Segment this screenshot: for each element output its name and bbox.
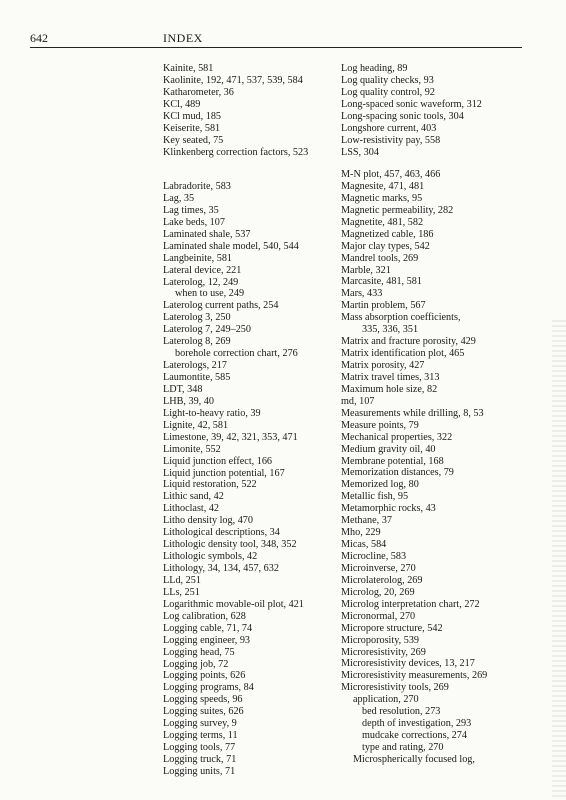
page-header [30,31,520,47]
index-entry: Micas, 584 [341,539,387,551]
index-entry: KCl mud, 185 [163,110,222,122]
index-entry: Microlog interpretation chart, 272 [341,598,480,610]
index-entry: application, 270 [353,694,419,706]
index-entry: Logging units, 71 [163,765,236,777]
index-entry: Matrix porosity, 427 [341,360,425,371]
index-entry: Logarithmic movable-oil plot, 421 [163,598,304,610]
index-entry: Micropore structure, 542 [341,622,443,634]
index-entry: Medium gravity oil, 40 [341,443,436,455]
index-entry: Log calibration, 628 [163,610,246,622]
index-entry: Long-spacing sonic tools, 304 [341,110,464,122]
index-entry: Mars, 433 [341,288,383,300]
index-entry: Liquid restoration, 522 [163,479,257,491]
index-entry: Laterolog 8, 269 [163,336,231,348]
header-rule [30,47,522,48]
index-entry: Membrane potential, 168 [341,455,444,467]
index-entry: Measure points, 79 [341,419,419,431]
index-entry: Logging programs, 84 [163,682,254,694]
index-entry: Lithologic density tool, 348, 352 [163,539,297,551]
left-top-group [163,63,363,159]
index-entry: Lithologic symbols, 42 [163,551,258,563]
index-entry: Key seated, 75 [163,134,224,146]
index-entry: LHB, 39, 40 [163,395,214,407]
index-entry: bed resolution, 273 [362,706,441,718]
index-entry: LSS, 304 [341,146,379,158]
index-entry: LLs, 251 [163,586,200,598]
index-entry: Limestone, 39, 42, 321, 353, 471 [163,431,298,443]
index-entry: Langbeinite, 581 [163,252,233,264]
index-entry: Microspherically focused log, [353,753,475,765]
index-entry: Log quality control, 92 [341,86,435,98]
index-entry: Magnesite, 471, 481 [341,180,425,192]
scan-edge-shadow [552,320,566,800]
index-entry: Marcasite, 481, 581 [341,276,422,288]
index-entry: M-N plot, 457, 463, 466 [341,169,441,180]
index-entry: Lateral device, 221 [163,264,242,276]
running-title: INDEX [163,31,203,45]
index-entry: Microporosity, 539 [341,634,420,646]
index-entry: Magnetic permeability, 282 [341,204,454,216]
index-entry: Keiserite, 581 [163,122,221,134]
index-entry: Laumontite, 585 [163,372,231,383]
index-entry: Logging engineer, 93 [163,634,251,646]
index-entry: Logging job, 72 [163,658,229,670]
index-entry: Low-resistivity pay, 558 [341,134,441,146]
index-entry: Laminated shale model, 540, 544 [163,240,299,252]
index-entry: Logging truck, 71 [163,754,237,765]
index-entry: Laminated shale, 537 [163,228,251,240]
right-bottom-group [341,169,541,766]
index-entry: Microinverse, 270 [341,562,416,574]
index-entry: Lithology, 34, 134, 457, 632 [163,563,279,574]
index-entry: Laterolog, 12, 249 [163,276,239,288]
index-entry: Microresistivity measurements, 269 [341,670,488,682]
index-entry: Magnetized cable, 186 [341,228,434,240]
index-entry: Mandrel tools, 269 [341,252,419,264]
index-entry: Longshore current, 403 [341,122,437,134]
index-entry: Logging tools, 77 [163,742,236,754]
index-entry: Logging survey, 9 [163,718,237,730]
page-number: 642 [30,31,48,45]
index-entry: LDT, 348 [163,383,203,395]
index-entry: Long-spaced sonic waveform, 312 [341,98,482,110]
index-entry: Microresistivity, 269 [341,646,426,658]
index-entry: Major clay types, 542 [341,240,430,252]
index-entry: Memorization distances, 79 [341,467,454,479]
index-entry: Lignite, 42, 581 [163,419,229,431]
index-entry: Light-to-heavy ratio, 39 [163,407,261,419]
index-entry: Kainite, 581 [163,63,214,74]
index-entry: Memorized log, 80 [341,479,419,491]
index-entry: md, 107 [341,395,375,407]
index-entry: Martin problem, 567 [341,300,426,312]
index-entry: Microlog, 20, 269 [341,586,415,598]
index-entry: Lag times, 35 [163,204,219,216]
index-entry: Liquid junction potential, 167 [163,467,285,479]
index-entry: Logging head, 75 [163,646,235,658]
index-entry: mudcake corrections, 274 [362,730,467,742]
index-entry: Matrix identification plot, 465 [341,348,465,360]
index-entry: Katharometer, 36 [163,86,234,98]
index-entry: Microresistivity tools, 269 [341,682,449,694]
index-entry: Magnetic marks, 95 [341,192,423,204]
index-entry: KCl, 489 [163,98,201,110]
index-entry: when to use, 249 [175,288,245,300]
index-entry: Klinkenberg correction factors, 523 [163,146,309,158]
index-entry: Lag, 35 [163,192,195,204]
right-top-group [341,63,541,159]
index-entry: type and rating, 270 [362,742,444,753]
index-entry: Laterolog current paths, 254 [163,300,279,312]
index-entry: Mass absorption coefficients, [341,312,461,324]
index-entry: Logging terms, 11 [163,730,238,742]
index-entry: Litho density log, 470 [163,515,253,527]
index-entry: Microcline, 583 [341,551,407,562]
index-entry: Lithological descriptions, 34 [163,527,280,539]
index-entry: Logging speeds, 96 [163,694,243,706]
index-entry: borehole correction chart, 276 [175,348,298,360]
index-entry: Laterologs, 217 [163,360,227,372]
index-entry: Labradorite, 583 [163,181,231,192]
index-entry: Lithic sand, 42 [163,491,224,503]
index-entry: Lithoclast, 42 [163,503,220,515]
left-bottom-group [163,181,363,778]
index-entry: Micronormal, 270 [341,610,416,622]
index-entry: Measurements while drilling, 8, 53 [341,407,484,419]
index-entry: Logging cable, 71, 74 [163,622,253,634]
index-entry: Microlaterolog, 269 [341,574,423,586]
index-entry: Mho, 229 [341,527,381,539]
index-entry: Log heading, 89 [341,63,408,74]
index-entry: Microresistivity devices, 13, 217 [341,658,475,670]
index-entry: Magnetite, 481, 582 [341,216,424,228]
index-entry: LLd, 251 [163,574,201,586]
index-entry: 335, 336, 351 [362,324,419,336]
index-entry: depth of investigation, 293 [362,718,472,730]
index-entry: Log quality checks, 93 [341,74,434,86]
index-entry: Metamorphic rocks, 43 [341,503,436,515]
index-entry: Mechanical properties, 322 [341,431,453,443]
index-entry: Matrix and fracture porosity, 429 [341,336,476,348]
index-entry: Logging suites, 626 [163,706,244,718]
index-entry: Liquid junction effect, 166 [163,455,273,467]
index-entry: Matrix travel times, 313 [341,371,440,383]
index-entry: Limonite, 552 [163,443,221,455]
index-entry: Marble, 321 [341,264,391,276]
index-entry: Kaolinite, 192, 471, 537, 539, 584 [163,74,303,86]
index-entry: Logging points, 626 [163,670,246,682]
index-entry: Lake beds, 107 [163,216,225,228]
index-entry: Metallic fish, 95 [341,491,409,503]
index-entry: Laterolog 3, 250 [163,312,231,324]
index-entry: Maximum hole size, 82 [341,383,438,395]
index-entry: Laterolog 7, 249–250 [163,324,251,336]
index-entry: Methane, 37 [341,515,392,527]
